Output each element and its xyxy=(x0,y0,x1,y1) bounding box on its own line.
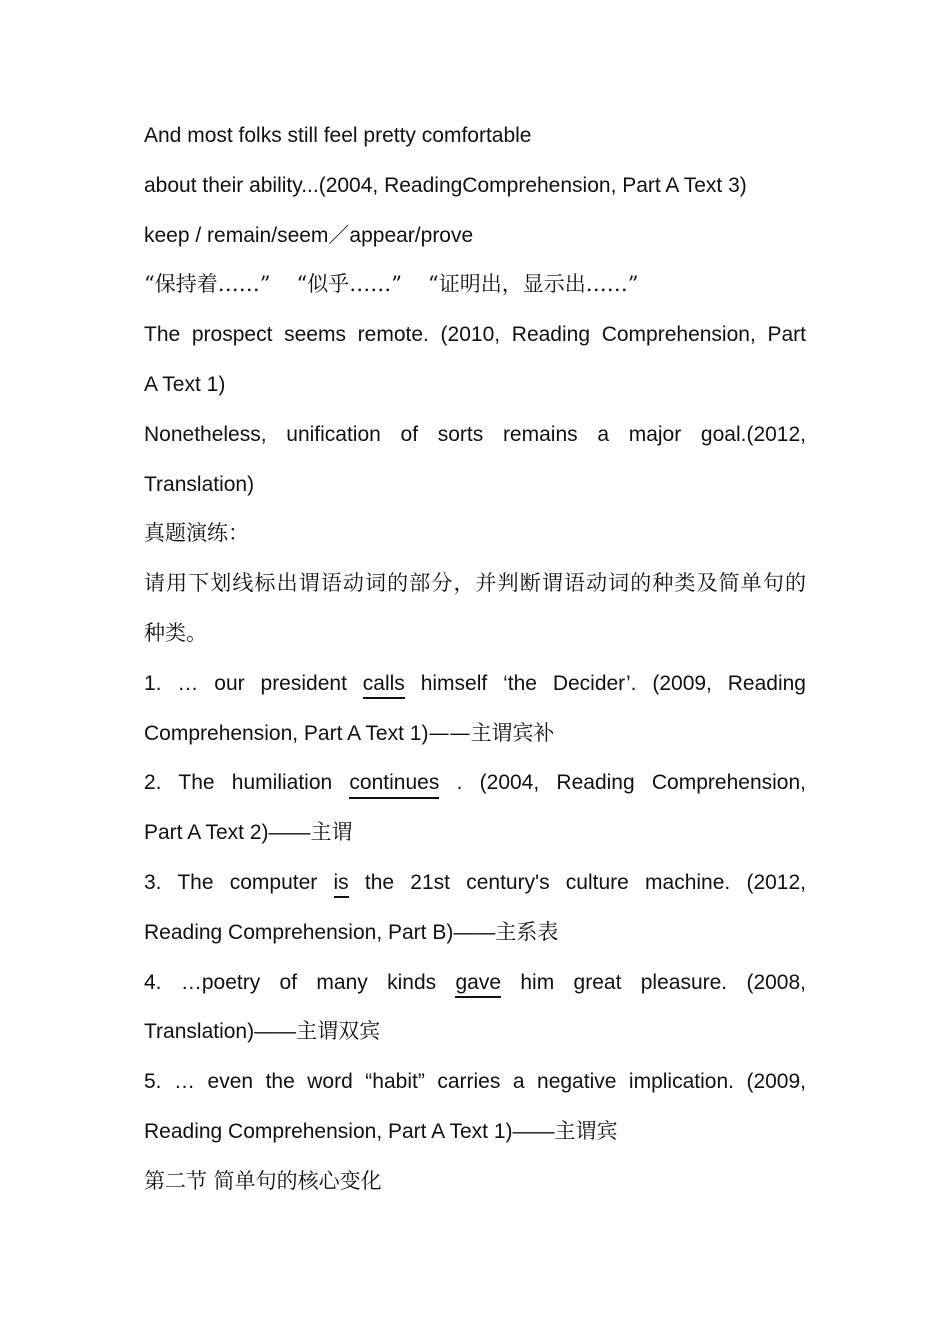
section-heading: 第二节 简单句的核心变化 xyxy=(144,1168,382,1193)
exercise-text: himself ‘the Decider’. (2009, Reading xyxy=(420,671,806,695)
exercise-text: The humiliation xyxy=(178,771,350,795)
exercise-answer xyxy=(144,709,806,759)
text-line: about their ability...(2004, ReadingComprehension, Part A Text 3) xyxy=(144,173,747,197)
exercise-answer xyxy=(144,1007,806,1057)
instruction-line: 请用下划线标出谓语动词的部分，并判断谓语动词的种类及简单句的 xyxy=(144,571,806,596)
meaning-prove: “证明出，显示出……” xyxy=(427,272,639,297)
underlined-verb: is xyxy=(334,871,349,898)
document-page xyxy=(144,111,806,1207)
sentence-pattern: 主谓宾 xyxy=(554,1118,618,1143)
exercise-answer xyxy=(144,808,806,858)
exercise-text: the 21st century's culture machine. (2012, xyxy=(364,870,806,894)
verb-list-line: keep / remain/seem／appear/prove xyxy=(144,223,474,247)
exercise-number: 2. xyxy=(144,771,162,795)
exercise-number: 4. xyxy=(144,970,162,994)
exercise-item xyxy=(144,659,806,709)
exercise-item xyxy=(144,758,806,808)
exercise-text: The computer xyxy=(177,870,334,894)
exercise-answer xyxy=(144,1107,806,1157)
meaning-keep: “保持着……” xyxy=(144,272,271,297)
exercise-answer xyxy=(144,908,806,958)
exercise-source: Reading Comprehension, Part A Text 1)—— xyxy=(144,1119,555,1143)
underlined-verb: calls xyxy=(363,672,405,699)
exercise-text: … our president xyxy=(177,671,363,695)
exercise-source: Part A Text 2)—— xyxy=(144,821,311,845)
example-source: A Text 1) xyxy=(144,372,226,396)
instruction-line: 种类。 xyxy=(144,620,207,645)
exercise-number: 5. xyxy=(144,1070,162,1094)
example-sentence: The prospect seems remote. (2010, Reading Comprehension, Part xyxy=(144,323,806,347)
exercise-text: …poetry of many kinds xyxy=(180,970,456,994)
example-source: Translation) xyxy=(144,472,255,496)
text-line: And most folks still feel pretty comfortable xyxy=(144,124,532,147)
exercise-item xyxy=(144,958,806,1008)
exercise-source: Comprehension, Part A Text 1) xyxy=(144,721,429,745)
exercise-source: Reading Comprehension, Part B)—— xyxy=(144,920,496,944)
exercise-text: him great pleasure. (2008, xyxy=(520,970,806,994)
exercise-source: Translation)—— xyxy=(144,1020,297,1044)
meaning-seem: “似乎……” xyxy=(296,272,402,297)
verb-meaning-line xyxy=(144,260,806,310)
underlined-verb: continues xyxy=(349,771,439,798)
exercise-text: . (2004, Reading Comprehension, xyxy=(456,771,806,795)
section-label: 真题演练： xyxy=(144,521,249,546)
exercise-item xyxy=(144,858,806,908)
sentence-pattern: ——主谓宾补 xyxy=(428,720,555,745)
sentence-pattern: 主谓双宾 xyxy=(296,1019,381,1044)
exercise-text: … even the word “habit” carries a negative implication. (2009, xyxy=(174,1070,806,1094)
example-sentence: Nonetheless, unification of sorts remains a major goal.(2012, xyxy=(144,422,806,446)
exercise-number: 1. xyxy=(144,671,162,695)
sentence-pattern: 主系表 xyxy=(495,919,559,944)
exercise-number: 3. xyxy=(144,870,162,894)
sentence-pattern: 主谓 xyxy=(310,820,353,845)
exercise-item xyxy=(144,1057,806,1107)
underlined-verb: gave xyxy=(455,971,501,998)
